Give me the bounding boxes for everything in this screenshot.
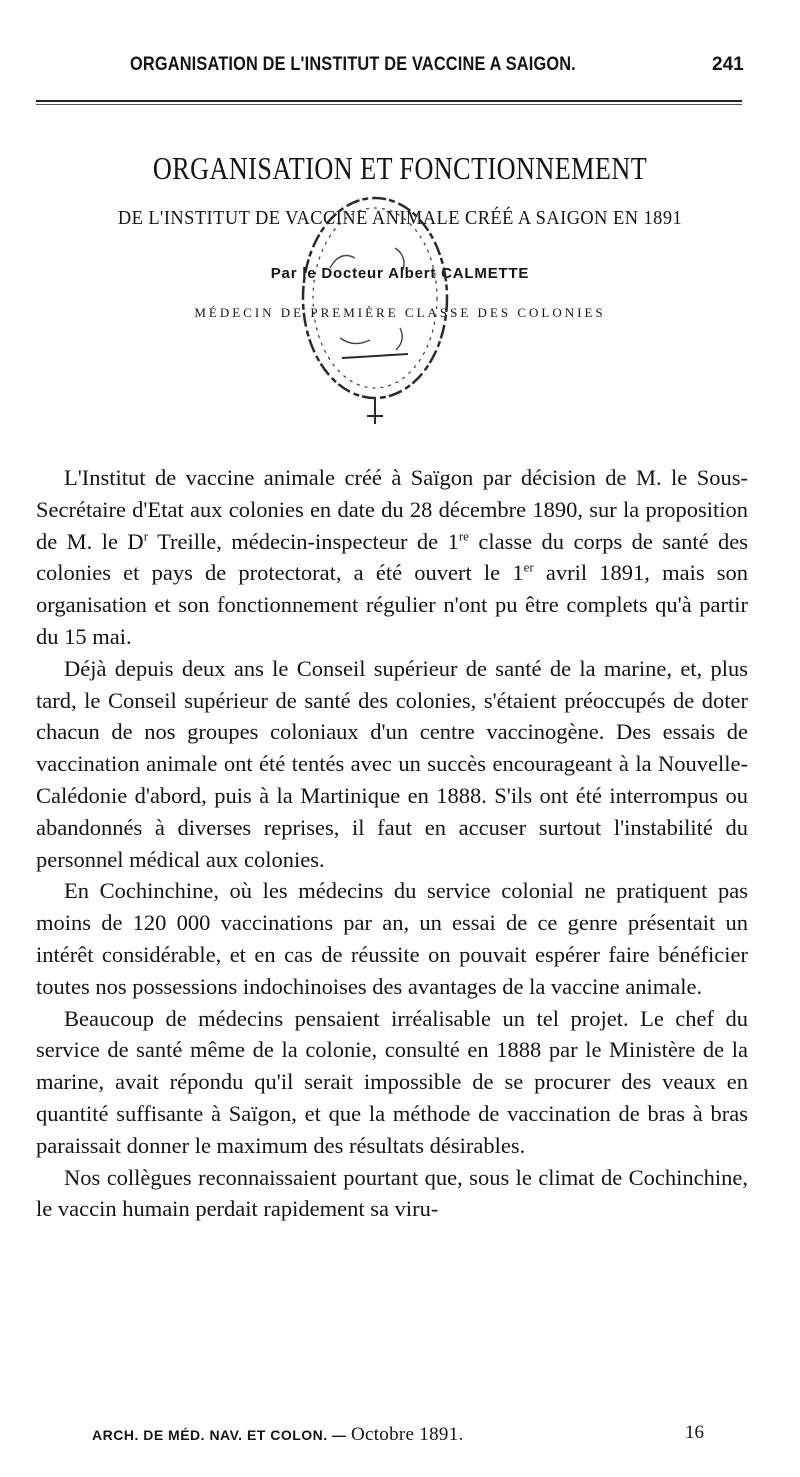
- article-subtitle: DE L'INSTITUT DE VACCINE ANIMALE CRÉÉ A SAIGON EN 1891: [117, 207, 683, 229]
- article-title: ORGANISATION ET FONCTIONNEMENT: [152, 150, 648, 186]
- paragraph-5: Nos collègues reconnaissaient pourtant que, sous le climat de Cochinchine, le vaccin humain perdait rapidement sa viru-: [36, 1164, 748, 1222]
- library-stamp-icon: [290, 188, 460, 428]
- journal-abbreviation: ARCH. DE MÉD. NAV. ET COLON. —: [92, 1427, 351, 1443]
- paragraph-3: En Cochinchine, où les médecins du service colonial ne pratiquent pas moins de 120 000 vaccinations par an, un essai de ce genre présentait un intérêt considérable, et en cas de réussite on pouvait espérer faire bénéficier toutes nos possessions indochinoises des avantages de la vaccine animale.: [36, 878, 748, 999]
- signature-mark: 16: [685, 1422, 704, 1443]
- paragraph-2: Déjà depuis deux ans le Conseil supérieur de santé de la marine, et, plus tard, le Conseil supérieur de santé des colonies, s'étaient préoccupés de doter chacun de nos groupes coloniaux d'un centre vaccinogène. Des essais de vaccination animale ont été tentés avec un succès encourageant à la Nouvelle-Calédonie d'abord, puis à la Martinique en 1888. S'ils ont été interrompus ou abandonnés à diverses reprises, il faut en accuser surtout l'instabilité du personnel médical aux colonies.: [36, 655, 748, 872]
- issue-date: Octobre 1891.: [350, 1424, 464, 1445]
- author-affiliation: MÉDECIN DE PREMIÈRE CLASSE DES COLONIES: [194, 305, 606, 320]
- article-body: [36, 462, 748, 1225]
- running-header-title: ORGANISATION DE L'INSTITUT DE VACCINE A SAIGON.: [130, 54, 576, 75]
- author-byline: Par le Docteur Albert CALMETTE: [270, 265, 530, 282]
- page-number: 241: [712, 54, 744, 75]
- paragraph-1: L'Institut de vaccine animale créé à Saïgon par décision de M. le Sous-Secrétaire d'Etat aux colonies en date du 28 décembre 1890, sur la proposition de M. le $D^r$ Treille, médecin-inspecteur de 1re classe du corps de santé des colonies et pays de protectorat, a été ouvert le 1er avril 1891, mais son organisation et son fonctionnement régulier n'ont pu être complets qu'à partir du 15 mai.: [36, 465, 749, 649]
- paragraph-4: Beaucoup de médecins pensaient irréalisable un tel projet. Le chef du service de santé même de la colonie, consulté en 1888 par le Ministère de la marine, avait répondu qu'il serait impossible de se procurer des veaux en quantité suffisante à Saïgon, et que la méthode de vaccination de bras à bras paraissait donner le maximum des résultats désirables.: [36, 1005, 748, 1158]
- header-rule: [36, 100, 742, 105]
- journal-footer: [92, 1424, 464, 1446]
